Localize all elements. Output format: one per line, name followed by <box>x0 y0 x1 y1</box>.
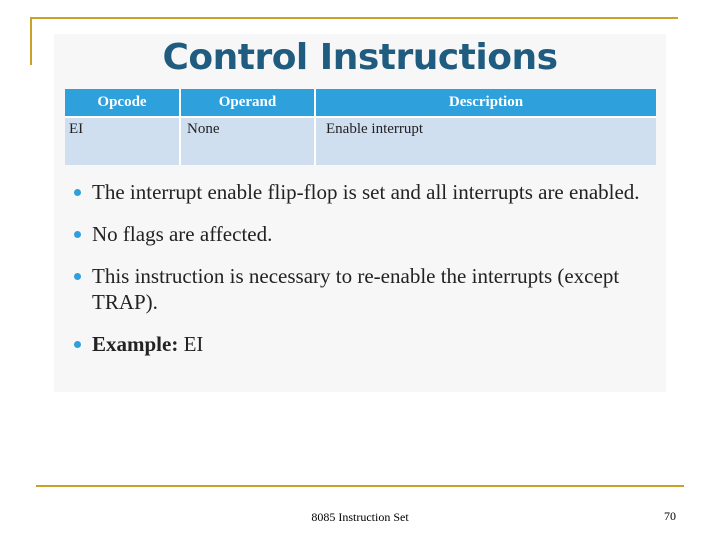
bullet-text: The interrupt enable flip-flop is set and all interrupts are enabled. <box>92 180 640 204</box>
bullet-dot-icon <box>74 231 81 238</box>
table-header-row <box>65 89 656 117</box>
bullet-dot-icon <box>74 341 81 348</box>
frame-left-line <box>30 17 32 65</box>
table-cell-opcode: EI <box>65 117 180 165</box>
table-header-description: Description <box>315 89 656 117</box>
frame-bottom-line <box>36 485 684 487</box>
bullet-list <box>72 179 662 373</box>
table-row <box>65 117 656 165</box>
bullet-dot-icon <box>74 273 81 280</box>
footer-text: 8085 Instruction Set <box>311 510 409 524</box>
bullet-text: No flags are affected. <box>92 222 273 246</box>
content-image <box>54 34 666 392</box>
page-number: 70 <box>664 509 676 523</box>
frame-top-line <box>30 17 678 19</box>
bullet-dot-icon <box>74 189 81 196</box>
bullet-item <box>72 179 662 205</box>
table-cell-operand: None <box>180 117 315 165</box>
table-cell-description: Enable interrupt <box>315 117 656 165</box>
bullet-text: This instruction is necessary to re-enable the interrupts (except TRAP). <box>92 264 620 314</box>
example-value: EI <box>178 332 204 356</box>
bullet-item <box>72 221 662 247</box>
table-header-operand: Operand <box>180 89 315 117</box>
table-header-opcode: Opcode <box>65 89 180 117</box>
instruction-table <box>65 89 656 165</box>
bullet-item <box>72 263 662 315</box>
slide-title: Control Instructions <box>162 37 558 78</box>
example-label: Example: <box>92 332 179 356</box>
bullet-item-example <box>72 331 662 357</box>
